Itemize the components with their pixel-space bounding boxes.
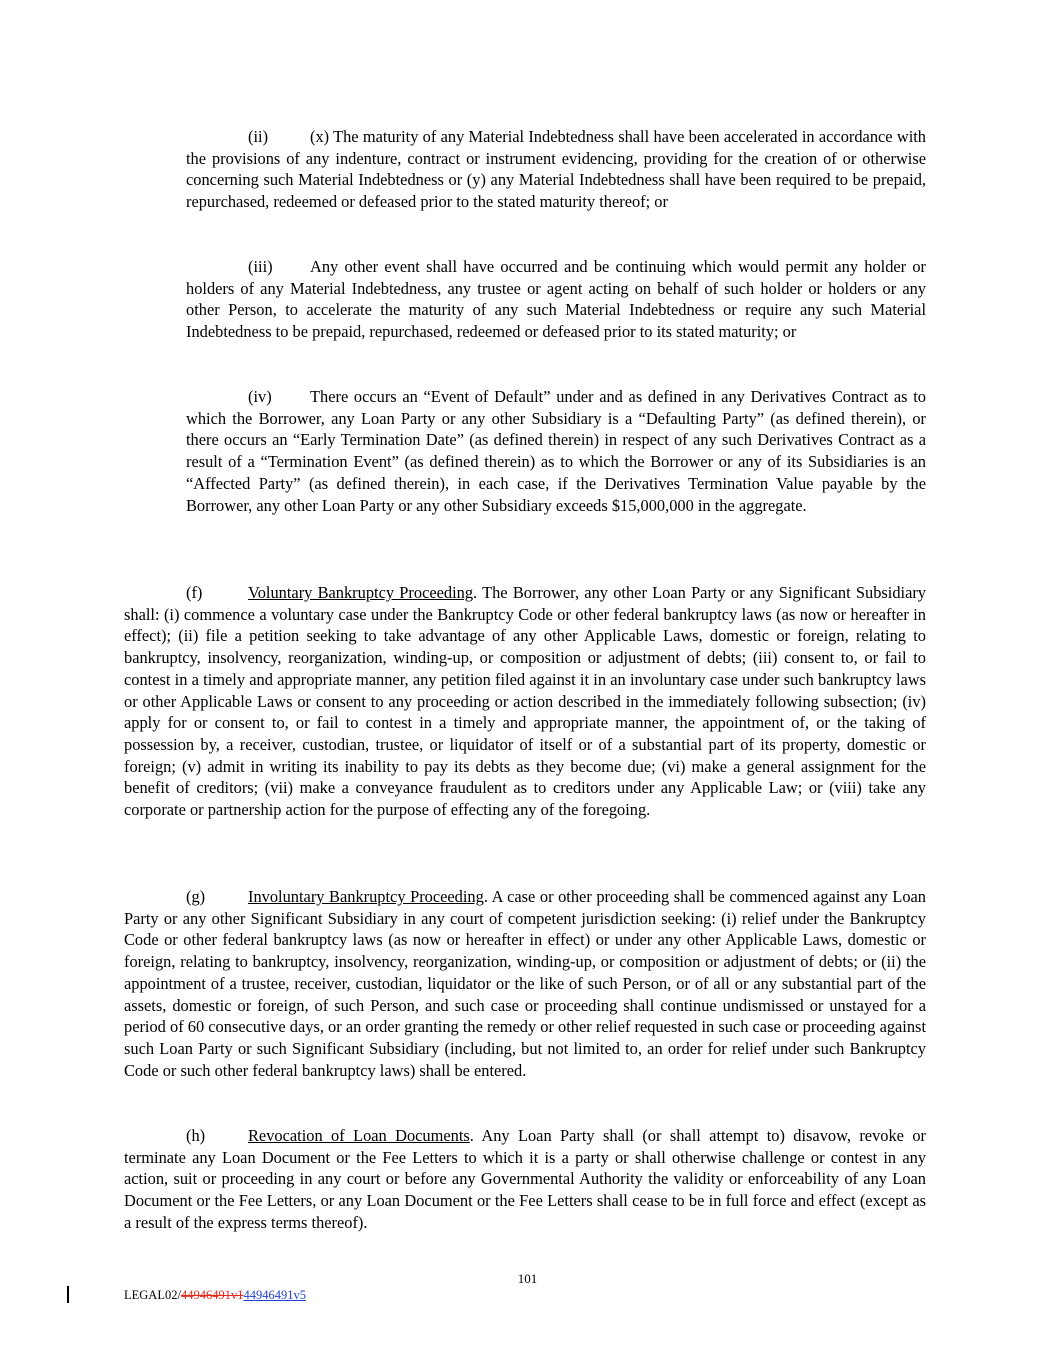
- section-number: (g): [186, 887, 206, 906]
- section-f: [124, 582, 926, 821]
- footer-deleted-version: 44946491v1: [180, 1288, 244, 1302]
- footer-inserted-version: 44946491v5: [243, 1288, 306, 1302]
- section-heading: Voluntary Bankruptcy Proceeding: [248, 583, 474, 602]
- section-number: (h): [186, 1126, 206, 1145]
- footer-doc-id: [124, 1288, 306, 1303]
- paragraph-text: (x) The maturity of any Material Indebtedness shall have been accelerated in accordance with the provisions of any indenture, contract or instrument evidencing, providing for the creation of or otherwise concerning such Material Indebtedness or (y) any Material Indebtedness shall have been required to be prepaid, repurchased, redeemed or defeased prior to the stated maturity thereof; or: [186, 127, 926, 212]
- section-number: (f): [186, 583, 203, 602]
- paragraph-number: (ii): [248, 127, 269, 146]
- paragraph-number: (iv): [248, 387, 272, 406]
- footer-prefix: LEGAL02/: [124, 1288, 181, 1302]
- paragraph-number: (iii): [248, 257, 273, 276]
- paragraph-iii: [186, 256, 926, 343]
- page-number: 101: [517, 1271, 538, 1286]
- section-h: [124, 1125, 926, 1234]
- section-g: [124, 886, 926, 1081]
- paragraph-text: Any other event shall have occurred and be continuing which would permit any holder or holders of any Material Indebtedness, any trustee or agent acting on behalf of such holder or holders or any other Person, to accelerate the maturity of any such Material Indebtedness or require any such Material Indebtedness to be prepaid, repurchased, redeemed or defeased prior to its stated maturity; or: [186, 257, 926, 342]
- section-text: . Any Loan Party shall (or shall attempt to) disavow, revoke or terminate any Loan Document or the Fee Letters to which it is a party or shall otherwise challenge or contest in any action, suit or proceeding in any court or before any Governmental Authority the validity or enforceability of any Loan Document or the Fee Letters, or any Loan Document or the Fee Letters shall cease to be in full force and effect (except as a result of the express terms thereof).: [124, 1126, 926, 1232]
- change-bar: [67, 1286, 69, 1303]
- section-text: . The Borrower, any other Loan Party or any Significant Subsidiary shall: (i) commence a voluntary case under the Bankruptcy Code or other federal bankruptcy laws (as now or hereafter in effect); (ii) file a petition seeking to take advantage of any other Applicable Laws, domestic or foreign, relating to bankruptcy, insolvency, reorganization, winding-up, or composition or adjustment of debts; (iii) consent to, or fail to contest in a timely and appropriate manner, any petition filed against it in an involuntary case under such bankruptcy laws or other Applicable Laws or consent to any proceeding or action described in the immediately following subsection; (iv) apply for or consent to, or fail to contest in a timely and appropriate manner, the appointment of, or the taking of possession by, a receiver, custodian, trustee, or liquidator of itself or of a substantial part of its property, domestic or foreign; (v) admit in writing its inability to pay its debts as they become due; (vi) make a general assignment for the benefit of creditors; (vii) make a conveyance fraudulent as to creditors under any Applicable Law; or (viii) take any corporate or partnership action for the purpose of effecting any of the foregoing.: [124, 583, 926, 820]
- section-text: . A case or other proceeding shall be commenced against any Loan Party or any other Significant Subsidiary in any court of competent jurisdiction seeking: (i) relief under the Bankruptcy Code or other federal bankruptcy laws (as now or hereafter in effect) or under any other Applicable Laws, domestic or foreign, relating to bankruptcy, insolvency, reorganization, winding-up, or composition or adjustment of debts; or (ii) the appointment of a trustee, receiver, custodian, liquidator or the like of such Person, or of all or any substantial part of the assets, domestic or foreign, of such Person, and such case or proceeding shall continue undismissed or unstayed for a period of 60 consecutive days, or an order granting the remedy or other relief requested in such case or proceeding against such Loan Party or such Significant Subsidiary (including, but not limited to, an order for relief under such Bankruptcy Code or such other federal bankruptcy laws) shall be entered.: [124, 887, 926, 1080]
- section-heading: Revocation of Loan Documents: [248, 1126, 470, 1145]
- paragraph-text: There occurs an “Event of Default” under and as defined in any Derivatives Contract as to which the Borrower, any Loan Party or any other Subsidiary is a “Defaulting Party” (as defined therein), or there occurs an “Early Termination Date” (as defined therein) in respect of any such Derivatives Contract as a result of a “Termination Event” (as defined therein) as to which the Borrower or any of its Subsidiaries is an “Affected Party” (as defined therein), in each case, if the Derivatives Termination Value payable by the Borrower, any other Loan Party or any other Subsidiary exceeds $15,000,000 in the aggregate.: [186, 387, 926, 515]
- paragraph-ii: [186, 126, 926, 213]
- paragraph-iv: [186, 386, 926, 516]
- section-heading: Involuntary Bankruptcy Proceeding: [248, 887, 484, 906]
